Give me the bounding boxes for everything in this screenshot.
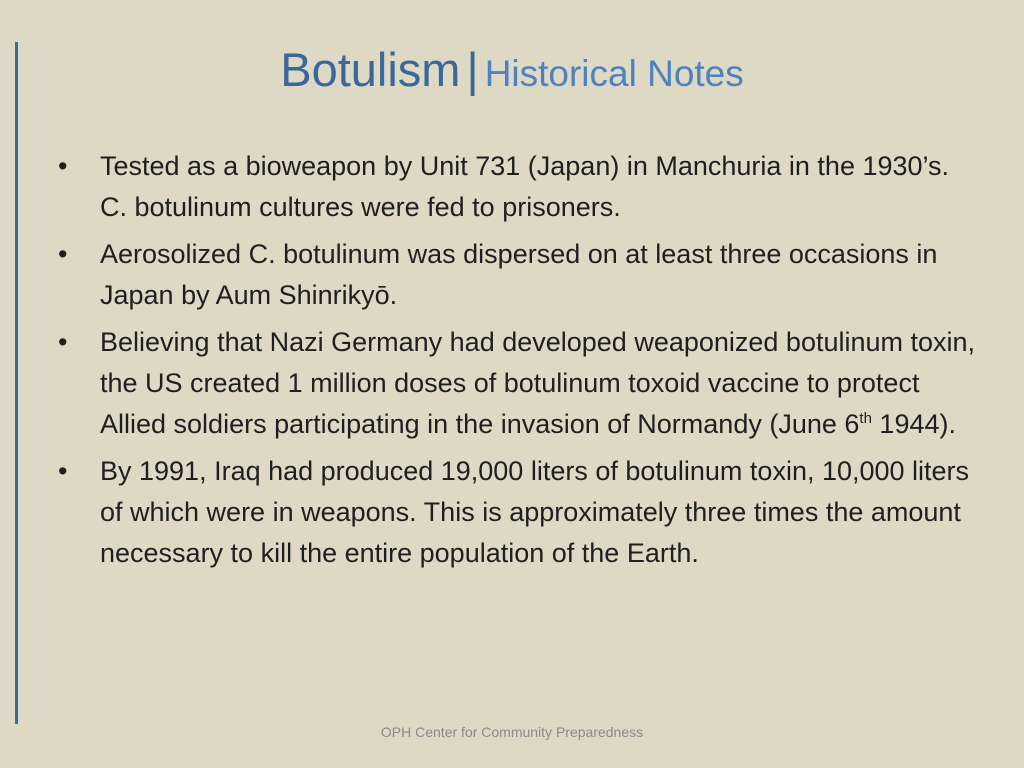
bullet-item — [58, 146, 978, 228]
footer-text: OPH Center for Community Preparedness — [380, 724, 644, 740]
title-separator: | — [466, 43, 479, 96]
title-main: Botulism — [280, 43, 461, 96]
bullet-text-part: 1944). — [871, 409, 956, 439]
bullet-list — [58, 146, 978, 580]
bullet-item — [58, 322, 978, 445]
bullet-item — [58, 234, 978, 316]
bullet-icon: • — [58, 327, 68, 357]
bullet-text — [100, 327, 975, 439]
superscript-th: th — [859, 410, 872, 427]
bullet-text-part: Believing that Nazi Germany had developed weaponized botulinum toxin, the US created 1 million doses of botulinum toxoid vaccine to protect Allied soldiers participating in the invasion of Normandy (June 6 — [100, 327, 976, 439]
title-subtitle: Historical Notes — [484, 53, 744, 94]
bullet-icon: • — [58, 456, 68, 486]
bullet-item — [58, 451, 978, 574]
bullet-icon: • — [58, 151, 68, 181]
bullet-text: Aerosolized C. botulinum was dispersed on at least three occasions in Japan by Aum Shinrikyō. — [100, 239, 938, 310]
slide-title — [0, 43, 1024, 96]
bullet-text: By 1991, Iraq had produced 19,000 liters of botulinum toxin, 10,000 liters of which were in weapons. This is approximately three times the amount necessary to kill the entire population of the Earth. — [100, 456, 970, 568]
bullet-icon: • — [58, 239, 68, 269]
left-accent-rule — [15, 42, 18, 724]
bullet-text: Tested as a bioweapon by Unit 731 (Japan) in Manchuria in the 1930’s. C. botulinum cultures were fed to prisoners. — [100, 151, 950, 222]
